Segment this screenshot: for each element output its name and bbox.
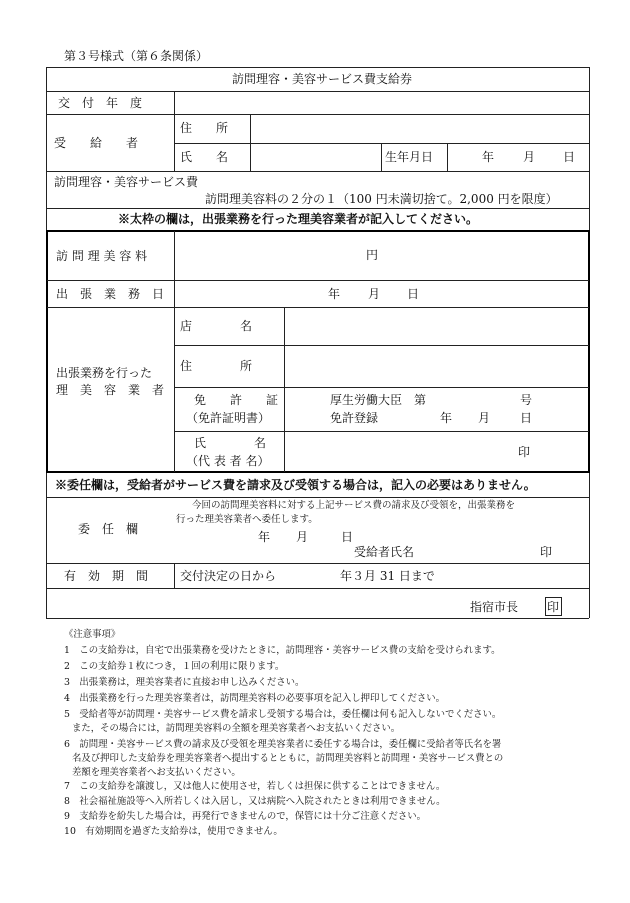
note-item: 8 社会福祉施設等へ入所若しくは入居し，又は病院へ入院されたときは利用できません。 xyxy=(64,796,446,807)
representative-label-line1: 氏 名 xyxy=(194,436,267,450)
delegation-seal: 印 xyxy=(540,545,553,559)
note-item: 10 有効期間を過ぎた支給券は，使用できません。 xyxy=(64,826,283,837)
birth-month: 月 xyxy=(523,150,536,164)
representative-label-line2: （代 表 者 名） xyxy=(186,454,270,468)
recipient-name-signature-label: 受給者氏名 xyxy=(354,545,415,559)
recipient-address-label: 住 所 xyxy=(180,121,229,135)
form-number: 第３号様式（第６条関係） xyxy=(64,49,209,63)
business-label-line2: 理 美 容 業 者 xyxy=(56,383,165,397)
validity-label: 有 効 期 間 xyxy=(64,569,149,583)
recipient-signature-field[interactable] xyxy=(424,543,534,561)
notes-title: 《注意事項》 xyxy=(64,629,121,640)
delegation-text-line2: 行った理美容業者へ委任します。 xyxy=(176,514,318,525)
license-label-line1: 免 許 証 xyxy=(194,393,279,407)
fiscal-year-label: 交 付 年 度 xyxy=(58,96,143,110)
birth-day: 日 xyxy=(563,150,576,164)
service-fee-label: 訪問理容・美容サービス費 xyxy=(54,175,199,189)
birth-year: 年 xyxy=(482,150,495,164)
form-title: 訪問理容・美容サービス費支給券 xyxy=(232,72,413,86)
license-ministry: 厚生労働大臣 第 xyxy=(330,393,427,407)
visit-fee-field[interactable] xyxy=(176,233,587,278)
recipient-name-label: 氏 名 xyxy=(180,150,229,164)
mayor-seal-text: 印 xyxy=(547,600,560,614)
registration-day: 日 xyxy=(520,411,533,425)
recipient-name-field[interactable] xyxy=(252,145,379,169)
business-address-label: 住 所 xyxy=(180,359,253,373)
fiscal-year-field[interactable] xyxy=(176,93,587,112)
note-item-continued: 名及び押印した支給券を理美容業者へ提出するとともに，訪問理美容料と訪問理・美容サービス費との xyxy=(72,753,504,764)
shop-name-field[interactable] xyxy=(286,309,587,343)
mayor-label: 指宿市長 xyxy=(470,600,519,614)
visit-day: 日 xyxy=(407,287,420,301)
delegation-text-line1: 今回の訪問理美容料に対する上記サービス費の請求及び受領を，出張業務を xyxy=(192,500,516,511)
delegation-month: 月 xyxy=(296,530,309,544)
visit-fee-label: 訪 問 理 美 容 料 xyxy=(56,249,148,263)
birthdate-label: 生年月日 xyxy=(385,150,434,164)
delegation-label: 委 任 欄 xyxy=(78,522,139,536)
bold-frame-notice: ※太枠の欄は，出張業務を行った理美容業者が記入してください。 xyxy=(118,212,479,226)
service-fee-description: 訪問理美容料の２分の１（100 円未満切捨て。2,000 円を限度） xyxy=(205,192,558,206)
delegation-day: 日 xyxy=(341,530,354,544)
note-item: 1 この支給券は，自宅で出張業務を受けたときに，訪問理容・美容サービス費の支給を受けられます。 xyxy=(64,645,501,656)
note-item: 4 出張業務を行った理美容業者は，訪問理美容料の必要事項を記入し押印してください。 xyxy=(64,693,445,704)
representative-seal: 印 xyxy=(518,445,531,459)
delegation-notice: ※委任欄は，受給者がサービス費を請求及び受領する場合は，記入の必要はありません。 xyxy=(55,478,536,492)
delegation-year: 年 xyxy=(258,530,271,544)
validity-from: 交付決定の日から xyxy=(180,569,277,583)
license-number-suffix: 号 xyxy=(520,393,533,407)
recipient-address-field[interactable] xyxy=(252,116,587,141)
note-item: 7 この支給券を譲渡し，又は他人に使用させ，若しくは担保に供することはできません。 xyxy=(64,781,446,792)
note-item: 6 訪問理・美容サービス費の請求及び受領を理美容業者に委任する場合は，委任欄に受給者等氏名を署 xyxy=(64,739,502,750)
note-item-continued: また，その場合には，訪問理美容料の全額を理美容業者へお支払いください。 xyxy=(72,723,401,734)
shop-name-label: 店 名 xyxy=(180,319,253,333)
recipient-label: 受 給 者 xyxy=(54,136,139,150)
registration-month: 月 xyxy=(478,411,491,425)
note-item: 5 受給者等が訪問理・美容サービス費を請求し受領する場合は，委任欄は何も記入しないでください。 xyxy=(64,709,502,720)
visit-date-label: 出 張 業 務 日 xyxy=(56,287,165,301)
business-address-field[interactable] xyxy=(286,347,587,385)
business-label-line1: 出張業務を行った xyxy=(56,366,153,380)
visit-month: 月 xyxy=(368,287,381,301)
note-item: 3 出張業務は，理美容業者に直接お申し込みください。 xyxy=(64,677,305,688)
note-item: 2 この支給券１枚につき，１回の利用に限ります。 xyxy=(64,661,285,672)
representative-name-field[interactable] xyxy=(286,433,506,470)
visit-fee-unit: 円 xyxy=(366,248,379,262)
visit-year: 年 xyxy=(328,287,341,301)
registration-year: 年 xyxy=(440,411,453,425)
note-item-continued: 差額を理美容業者へお支払いください。 xyxy=(72,767,241,778)
license-registration: 免許登録 xyxy=(330,411,379,425)
validity-to: 年３月 31 日まで xyxy=(340,569,435,583)
license-label-line2: （免許証明書） xyxy=(186,411,271,425)
note-item: 9 支給券を紛失した場合は，再発行できませんので，保管には十分ご注意ください。 xyxy=(64,811,427,822)
